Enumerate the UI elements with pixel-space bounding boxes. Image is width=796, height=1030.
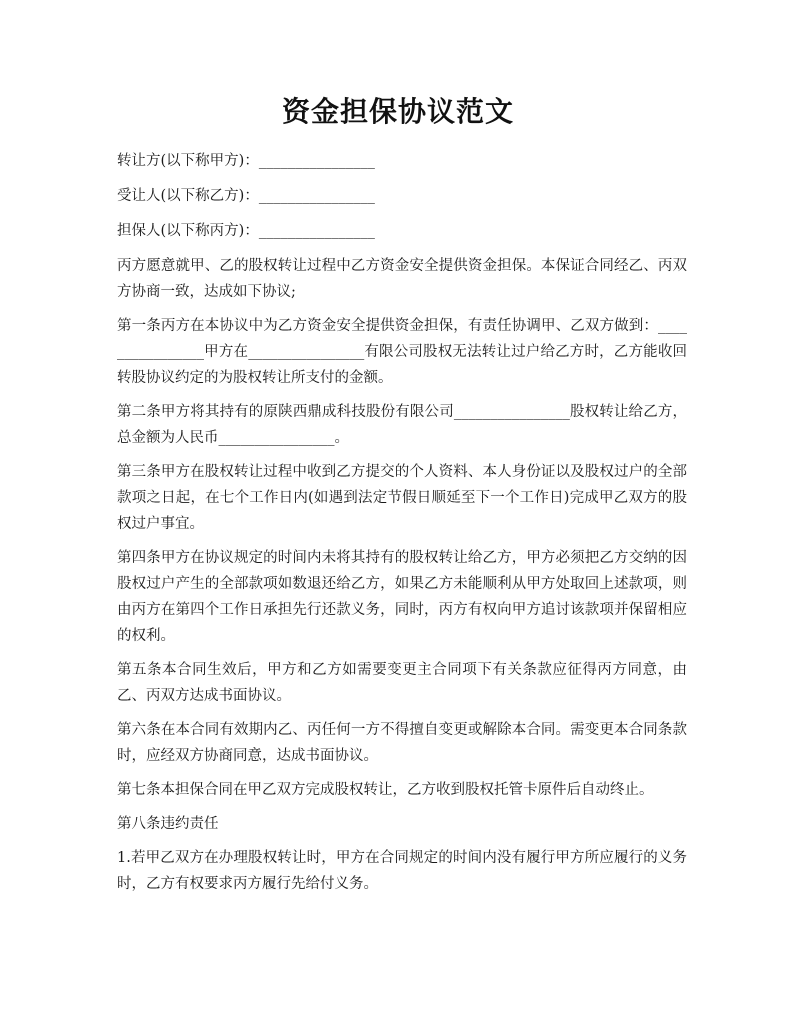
article-3-paragraph: 第三条甲方在股权转让过程中收到乙方提交的个人资料、本人身份证以及股权过户的全部款项之日起，在七个工作日内(如遇到法定节假日顺延至下一个工作日)完成甲乙双方的股权过户事宜。 [117, 464, 687, 532]
document-title: 资金担保协议范文 [281, 95, 514, 128]
article-4-paragraph: 第四条甲方在协议规定的时间内未将其持有的股权转让给乙方，甲方必须把乙方交纳的因股权过户产生的全部款项如数退还给乙方，如果乙方未能顺利从甲方处取回上述款项，则由丙方在第四个工作日承担先行还款义务，同时，丙方有权向甲方追讨该款项并保留相应的权利。 [117, 550, 687, 644]
document-body [117, 148, 687, 905]
preamble-paragraph: 丙方愿意就甲、乙的股权转让过程中乙方资金安全提供资金担保。本保证合同经乙、丙双方协商一致，达成如下协议; [117, 258, 687, 300]
party-guarantor-line: 担保人(以下称丙方)：________________ [117, 223, 375, 239]
article-1-paragraph: 第一条丙方在本协议中为乙方资金安全提供资金担保，有责任协调甲、乙双方做到：________________甲方在________________有限公司股权无法转让过户给乙方时，乙方能收回转股协议约定的为股权转让所支付的金额。 [117, 318, 687, 386]
article-5-paragraph: 第五条本合同生效后，甲方和乙方如需要变更主合同项下有关条款应征得丙方同意，由乙、丙双方达成书面协议。 [117, 662, 687, 704]
article-8-clause-1: 1.若甲乙双方在办理股权转让时，甲方在合同规定的时间内没有履行甲方所应履行的义务时，乙方有权要求丙方履行先给付义务。 [117, 850, 687, 892]
article-8-heading: 第八条违约责任 [117, 816, 219, 832]
article-6-paragraph: 第六条在本合同有效期内乙、丙任何一方不得擅自变更或解除本合同。需变更本合同条款时，应经双方协商同意，达成书面协议。 [117, 722, 687, 764]
article-2-paragraph: 第二条甲方将其持有的原陕西鼎成科技股份有限公司________________股权转让给乙方，总金额为人民币________________。 [117, 404, 687, 446]
party-transferor-line: 转让方(以下称甲方)：________________ [117, 153, 375, 169]
party-transferee-line: 受让人(以下称乙方)：________________ [117, 188, 375, 204]
article-7-paragraph: 第七条本担保合同在甲乙双方完成股权转让，乙方收到股权托管卡原件后自动终止。 [117, 782, 654, 798]
